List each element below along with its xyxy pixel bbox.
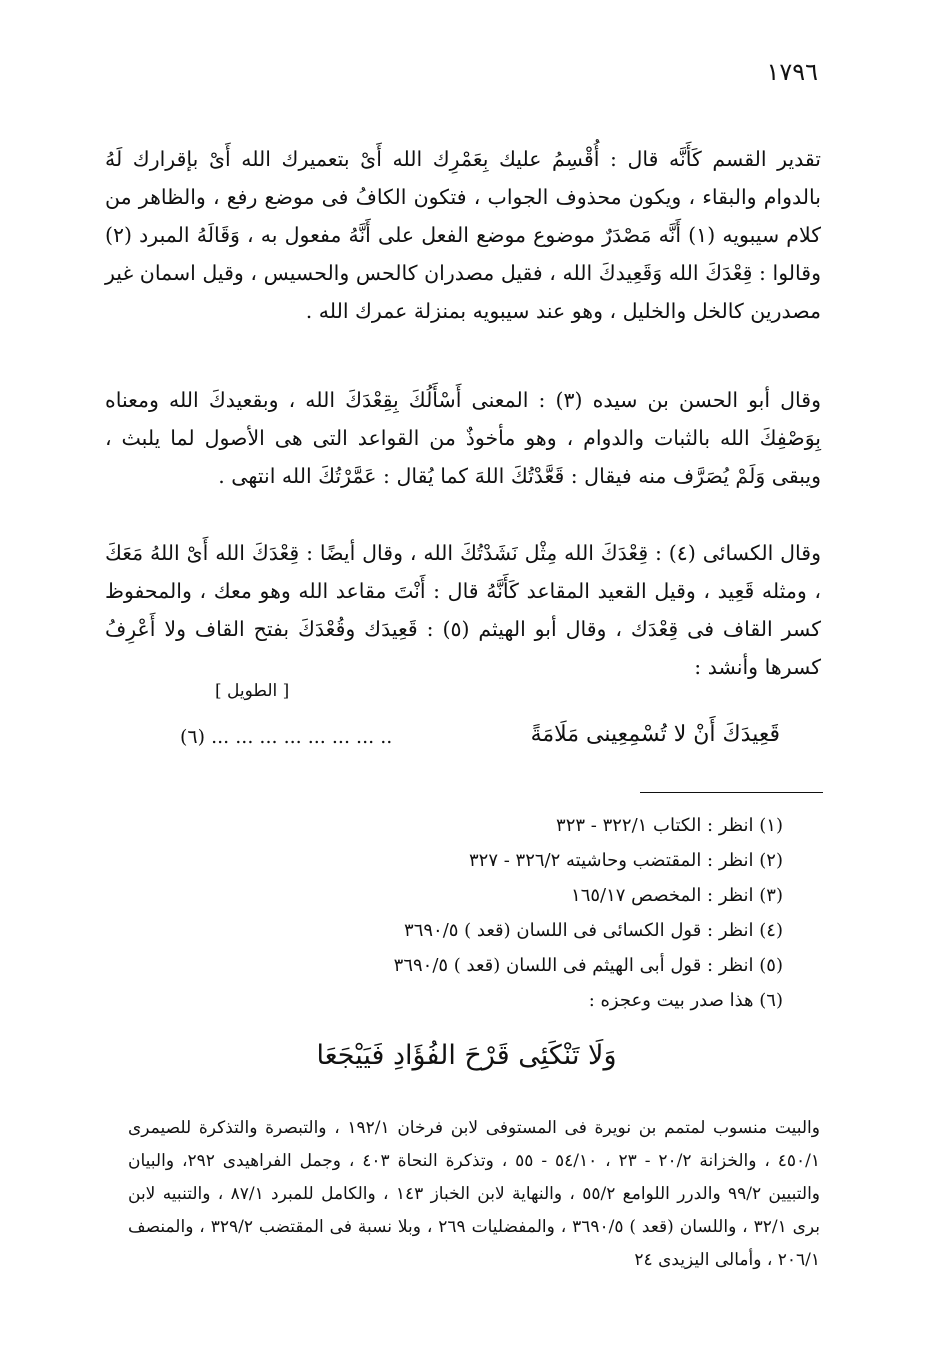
verse-hemistich: قَعِيدَكَ أَنْ لا تُسْمِعِينى مَلَامَةً xyxy=(530,722,780,747)
verse-second-hemistich: وَلَا تَنْكَئِى قَرْحَ الفُؤَادِ فَيَيْجَعَا xyxy=(316,1040,617,1071)
footnote-6: (٦) هذا صدر بيت وعجزه : xyxy=(588,990,783,1011)
footnote-1: (١) انظر : الكتاب ٣٢٢/١ - ٣٢٣ xyxy=(556,815,783,836)
paragraph-2: وقال أبو الحسن بن سيده (٣) : المعنى أَسْأَلُكَ بِقِعْدَكَ الله ، وبقعيدكَ الله ومعناه بِوَصْفِكَ الله بالثبات والدوام ، وهو مأخوذٌ من القواعد التى هى الأصول لما يلبث ، ويبقى وَلَمْ يُصَرَّف منه فيقال : قَعَّدْتُكَ اللهَ كما يُقال : عَمَّرْتُكَ الله انتهى . xyxy=(105,388,822,488)
footnote-2: (٢) انظر : المقتضب وحاشيته ٣٢٦/٢ - ٣٢٧ xyxy=(468,850,783,871)
footnote-3: (٣) انظر : المخصص ١٦٥/١٧ xyxy=(571,885,783,906)
page-number: ١٧٩٦ xyxy=(766,58,818,86)
verse-source-note: والبيت منسوب لمتمم بن نويرة فى المستوفى لابن فرخان ١٩٢/١ ، والتبصرة والتذكرة للصيمرى ٤٥٠/١ ، والخزانة ٢٠/٢ - ٢٣ ، ٥٤/١٠ - ٥٥ ، وتذكرة النحاة ٤٠٣ ، وجمل الفراهيدى ٢٩٢، والبيان والتبيين ٩٩/٢ والدرر اللوامع ٥٥/٢ ، والنهاية لابن الخباز ١٤٣ ، والكامل للمبرد ٨٧/١ ، والتنبيه لابن برى ٣٢/١ ، واللسان (قعد ) ٣٦٩٠/٥ ، والمفضليات ٢٦٩ ، وبلا نسبة فى المقتضب ٣٢٩/٢ ، والمنصف ٢٠٦/١ ، وأمالى اليزيدى ٢٤ xyxy=(128,1118,821,1270)
footnote-divider xyxy=(640,792,823,793)
verse-line xyxy=(150,722,790,766)
verse-ellipsis: .. ... ... ... ... ... ... ... (٦) xyxy=(180,726,393,748)
poetic-meter-label: [ الطويل ] xyxy=(215,681,290,701)
footnotes-list xyxy=(183,808,783,1018)
paragraph-1: تقدير القسم كَأَنَّه قال : أُقْسِمُ عليك بِعَمْرِك الله أَىْ بتعميرك الله أَىْ بإقرارك لَهُ بالدوام والبقاء ، ويكون محذوف الجواب ، فتكون الكافُ فى موضع رفع ، والظاهر من كلام سيبويه (١) أَنَّه مَصْدَرٌ موضوع موضع الفعل على أَنَّهُ مفعول به ، وَقَالَهُ المبرد (٢) وقالوا : قِعْدَكَ الله وَقَعِيدكَ الله ، فقيل مصدران كالحس والحسيس ، وقيل اسمان غير مصدرين كالخل والخليل ، وهو عند سيبويه بمنزلة عمرك الله . xyxy=(105,147,821,323)
footnote-4: (٤) انظر : قول الكسائى فى اللسان (قعد ) ٣٦٩٠/٥ xyxy=(404,920,783,941)
paragraph-3: وقال الكسائى (٤) : قِعْدَكَ الله مِثْل نَشَدْتُكَ الله ، وقال أيضًا : قِعْدَكَ الله أَىْ اللهُ مَعَكَ ، ومثله قَعِيد ، وقيل القعيد المقاعد كَأَنَّهُ قال : أَنْتَ مقاعد الله وهو معك ، والمحفوظ كسر القاف فى قِعْدَك ، وقال أبو الهيثم (٥) : قَعِيدَك وقُعْدَكَ بفتح القاف ولا أَعْرِفُ كسرها وأنشد : xyxy=(105,541,821,679)
footnote-5: (٥) انظر : قول أبى الهيثم فى اللسان (قعد ) ٣٦٩٠/٥ xyxy=(393,955,783,976)
